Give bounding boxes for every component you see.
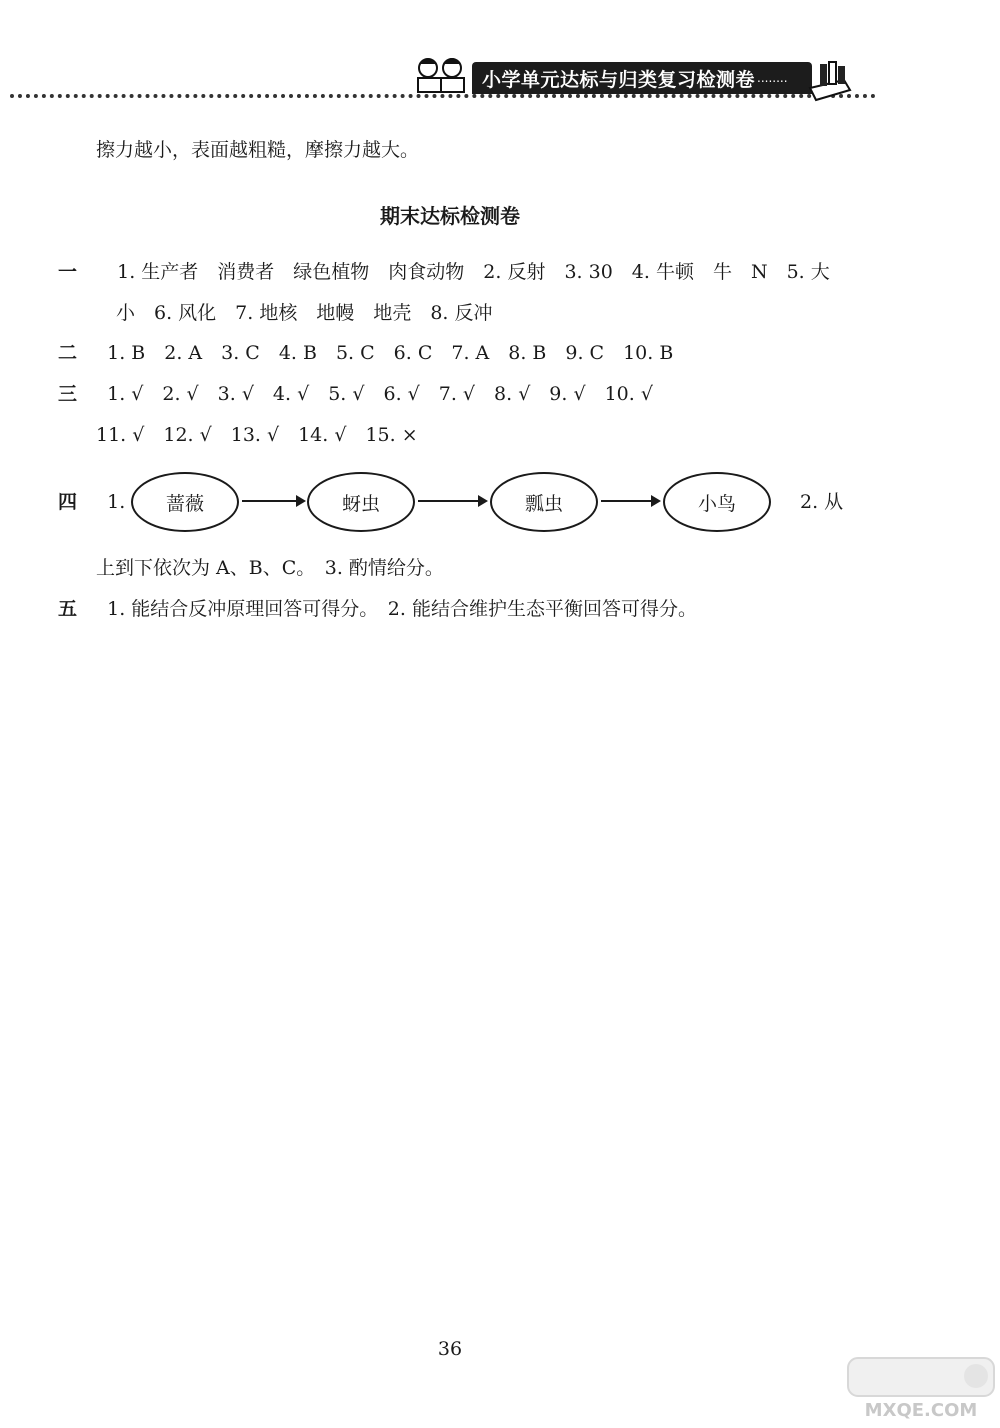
q1-label: 一	[58, 261, 78, 283]
books-stack-icon	[806, 58, 852, 104]
q1-row-1	[58, 260, 830, 284]
q4-label: 四	[58, 491, 78, 513]
q3-row-1	[58, 382, 653, 406]
food-chain-node-1: 蔷薇	[131, 472, 239, 532]
q3-answers-line-1: 1. √ 2. √ 3. √ 4. √ 5. √ 6. √ 7. √ 8. √ 9. √ 10. √	[107, 383, 653, 405]
q5-answers-line-1: 1. 能结合反冲原理回答可得分。 2. 能结合维护生态平衡回答可得分。	[107, 598, 697, 620]
q2-row-1	[58, 341, 673, 365]
q3-answers-line-2: 11. √ 12. √ 13. √ 14. √ 15. ×	[96, 424, 418, 446]
kids-reading-logo-icon	[408, 52, 474, 98]
intro-line: 擦力越小，表面越粗糙，摩擦力越大。	[96, 139, 420, 161]
food-chain-arrow-2	[418, 500, 486, 502]
page-number: 36	[437, 1338, 463, 1360]
watermark-text: MXQE.COM	[864, 1400, 978, 1421]
food-chain-arrow-1	[242, 500, 304, 502]
q3-label: 三	[58, 383, 78, 405]
section-title: 期末达标检测卷	[380, 204, 520, 228]
q5-label: 五	[58, 598, 78, 620]
q2-answers-line-1: 1. B 2. A 3. C 4. B 5. C 6. C 7. A 8. B 9. C 10. B	[107, 342, 674, 364]
food-chain-arrow-3	[601, 500, 659, 502]
food-chain-node-2: 蚜虫	[307, 472, 415, 532]
watermark-logo-icon	[846, 1356, 996, 1422]
q1-answers-line-2: 小 6. 风化 7. 地核 地幔 地壳 8. 反冲	[116, 302, 493, 324]
header-dots: ........	[757, 71, 788, 85]
q4-answers-line-2: 上到下依次为 A、B、C。 3. 酌情给分。	[96, 557, 444, 579]
q4-prefix: 1.	[107, 491, 126, 513]
food-chain-node-4: 小鸟	[663, 472, 771, 532]
q2-label: 二	[58, 342, 78, 364]
q4-suffix: 2. 从	[800, 491, 844, 513]
header-title: 小学单元达标与归类复习检测卷	[482, 68, 756, 91]
food-chain-diagram	[0, 468, 1000, 538]
q1-answers-line-1: 1. 生产者 消费者 绿色植物 肉食动物 2. 反射 3. 30 4. 牛顿 牛 N 5. 大	[117, 261, 830, 283]
food-chain-node-3: 瓢虫	[490, 472, 598, 532]
q5-row-1	[58, 597, 697, 621]
header-banner	[472, 62, 812, 94]
